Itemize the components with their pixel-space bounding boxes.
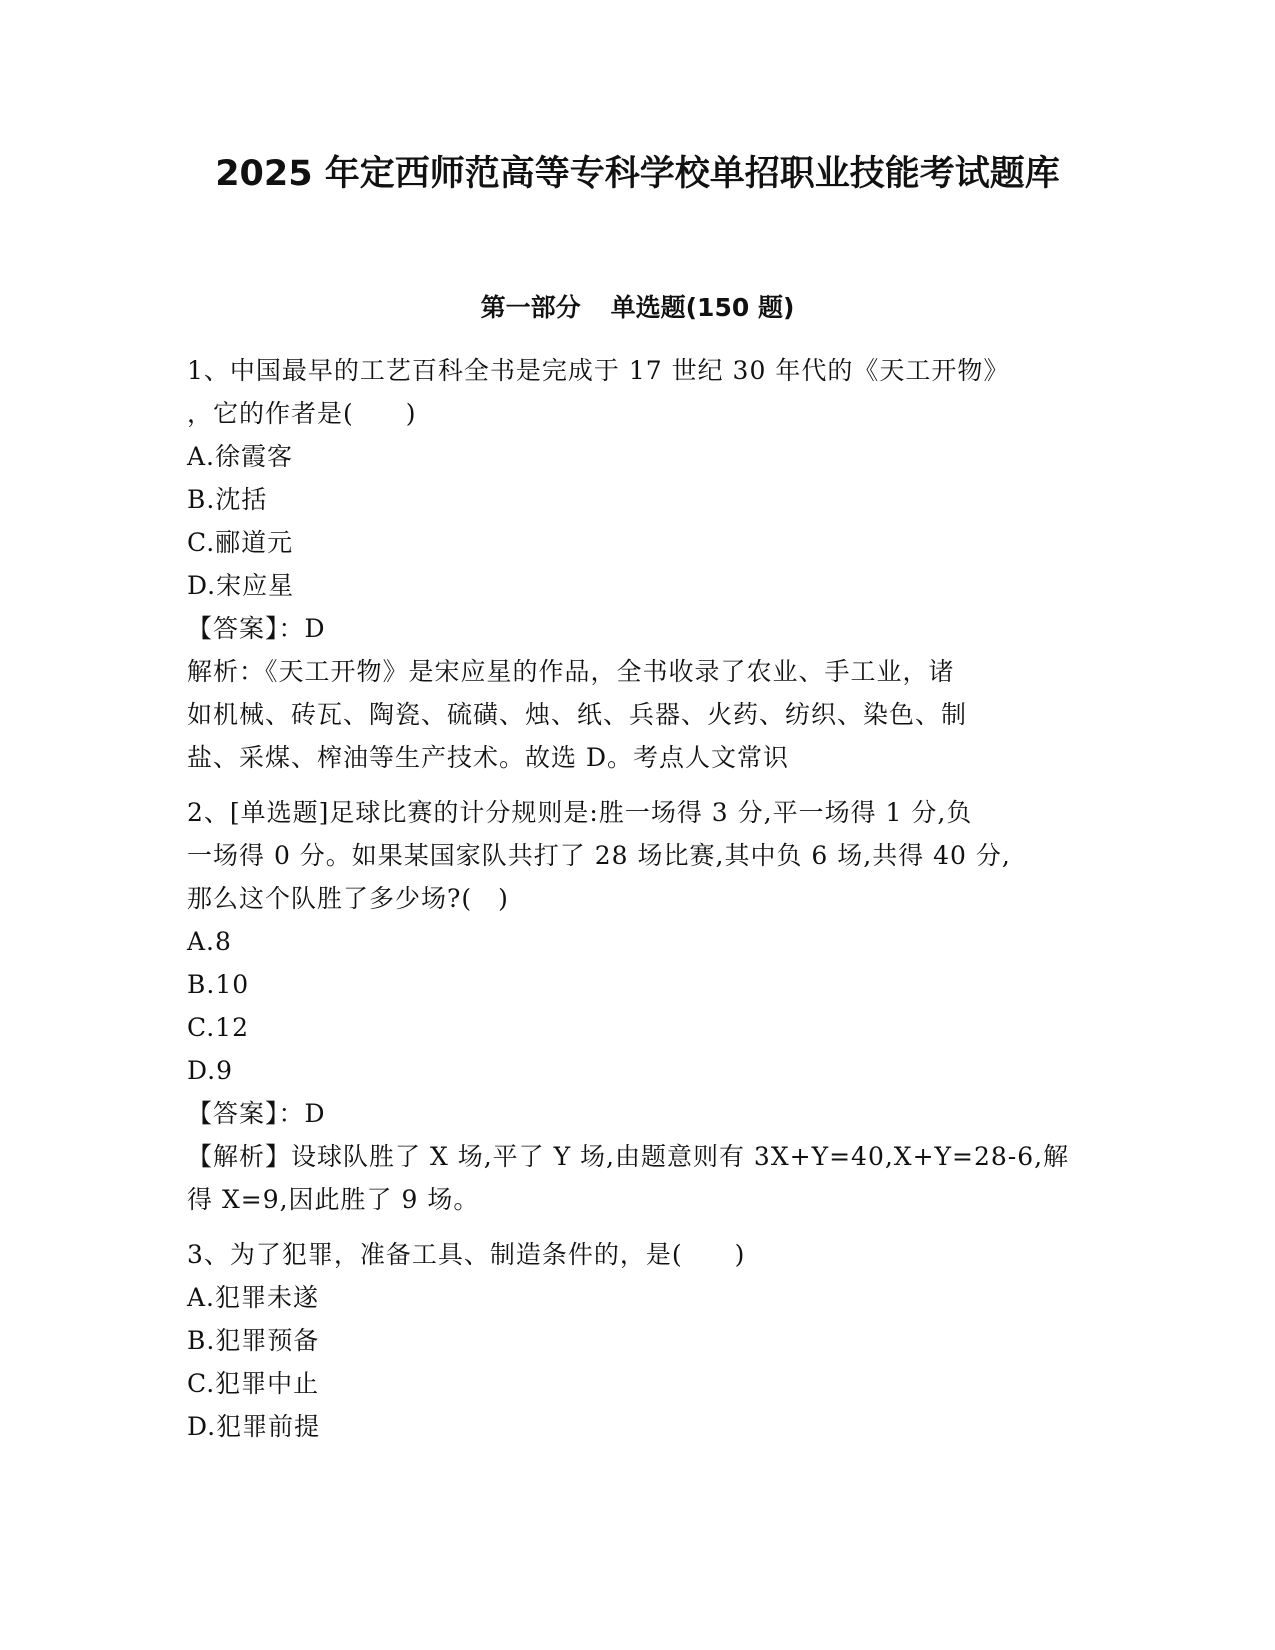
answer-line: 【答案】：D bbox=[187, 614, 326, 643]
option-c: C.12 bbox=[187, 1013, 249, 1042]
question-3 bbox=[187, 1233, 1087, 1448]
question-stem-line: 那么这个队胜了多少场?( ) bbox=[187, 884, 509, 913]
question-1 bbox=[187, 349, 1087, 779]
explanation-line: 【解析】设球队胜了 X 场,平了 Y 场,由题意则有 3X+Y=40,X+Y=28-6,解 bbox=[187, 1142, 1070, 1171]
section-title bbox=[0, 290, 1275, 326]
explanation-line: 盐、采煤、榨油等生产技术。故选 D。考点人文常识 bbox=[187, 743, 789, 772]
option-c: C.犯罪中止 bbox=[187, 1369, 320, 1398]
question-stem-line: 一场得 0 分。如果某国家队共打了 28 场比赛,其中负 6 场,共得 40 分, bbox=[187, 841, 1011, 870]
option-a: A.犯罪未遂 bbox=[187, 1283, 320, 1312]
question-list bbox=[187, 349, 1087, 1448]
section-part-label: 第一部分 bbox=[480, 293, 581, 322]
question-stem-line: 1、中国最早的工艺百科全书是完成于 17 世纪 30 年代的《天工开物》 bbox=[187, 356, 1010, 385]
explanation-line: 解析：《天工开物》是宋应星的作品，全书收录了农业、手工业，诸 bbox=[187, 657, 955, 686]
option-a: A.徐霞客 bbox=[187, 442, 294, 471]
option-b: B.沈括 bbox=[187, 485, 268, 514]
option-b: B.犯罪预备 bbox=[187, 1326, 320, 1355]
question-stem-line: 3、为了犯罪，准备工具、制造条件的，是( ) bbox=[187, 1240, 746, 1269]
answer-line: 【答案】：D bbox=[187, 1099, 326, 1128]
option-c: C.郦道元 bbox=[187, 528, 294, 557]
option-b: B.10 bbox=[187, 970, 250, 999]
question-2 bbox=[187, 791, 1087, 1221]
option-d: D.犯罪前提 bbox=[187, 1412, 321, 1441]
option-d: D.9 bbox=[187, 1056, 234, 1085]
question-stem-line: ，它的作者是( ) bbox=[187, 399, 417, 428]
explanation-line: 如机械、砖瓦、陶瓷、硫磺、烛、纸、兵器、火药、纺织、染色、制 bbox=[187, 700, 968, 729]
explanation-line: 得 X=9,因此胜了 9 场。 bbox=[187, 1185, 480, 1214]
option-d: D.宋应星 bbox=[187, 571, 295, 600]
question-stem-line: 2、[单选题]足球比赛的计分规则是:胜一场得 3 分,平一场得 1 分,负 bbox=[187, 798, 973, 827]
document-title: 2025 年定西师范高等专科学校单招职业技能考试题库 bbox=[215, 154, 1060, 194]
section-type-label: 单选题(150 题) bbox=[610, 293, 795, 322]
option-a: A.8 bbox=[187, 927, 232, 956]
